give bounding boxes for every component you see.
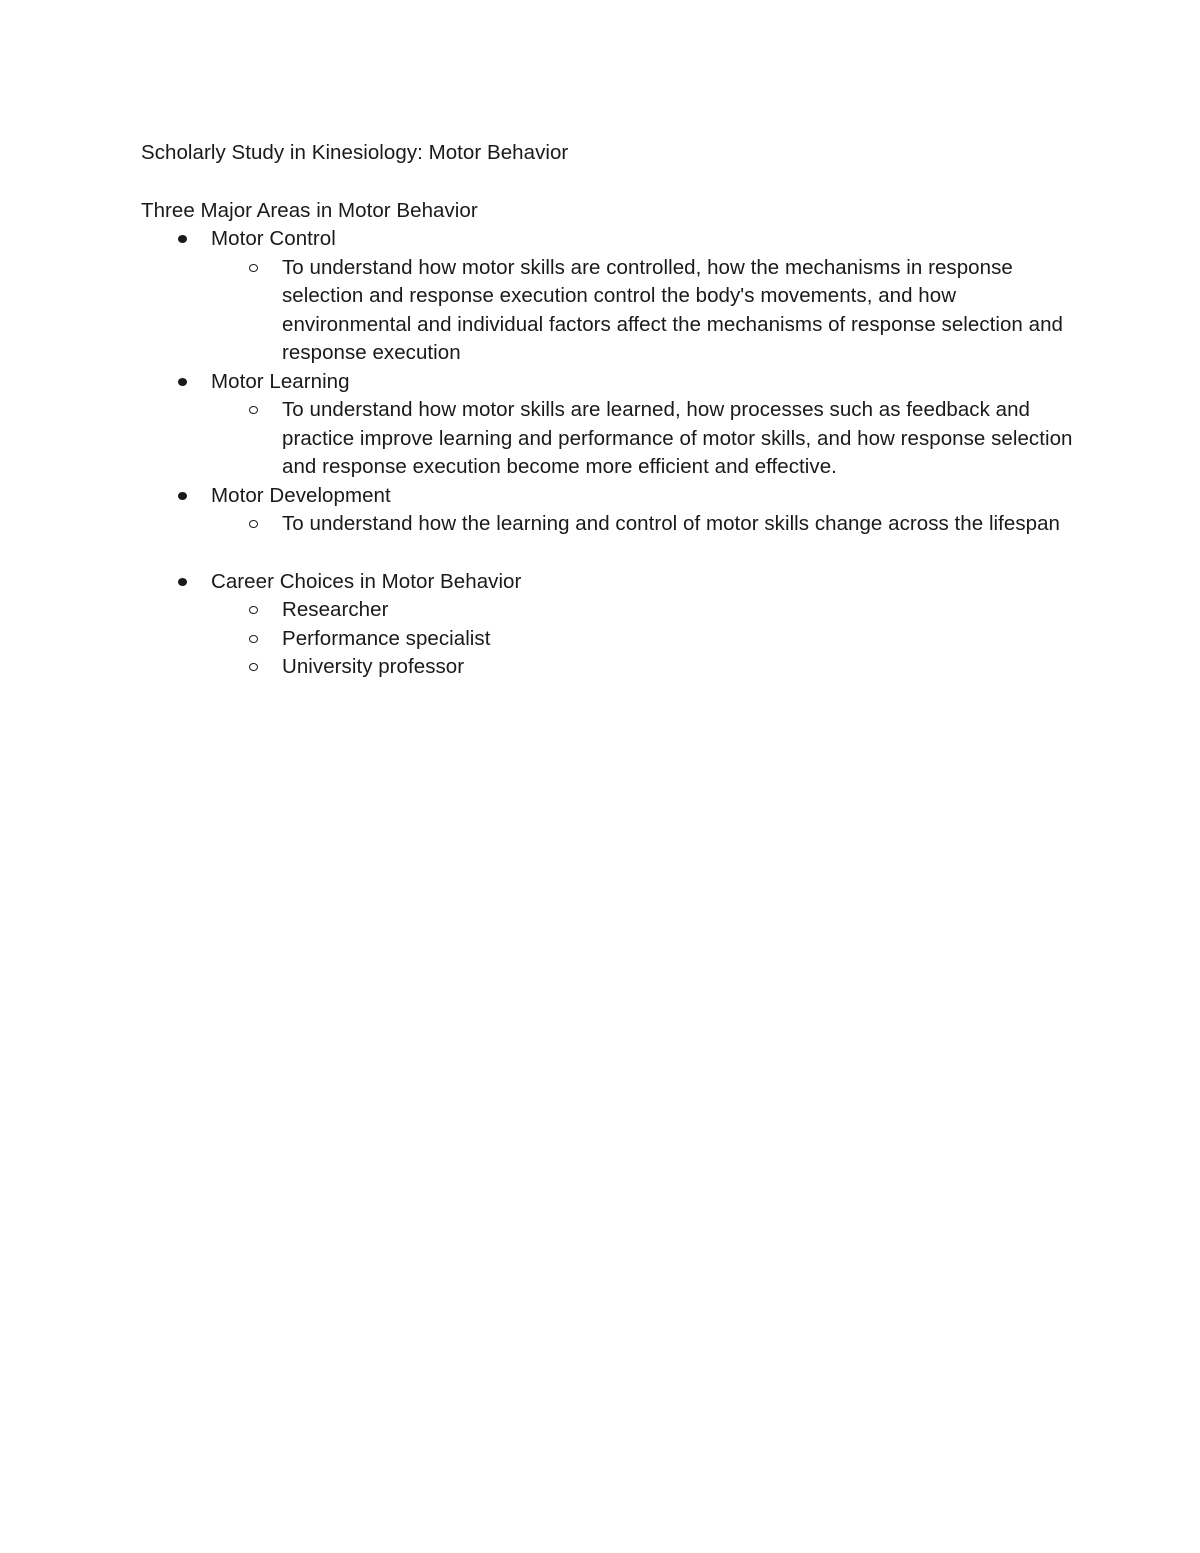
- spacer: [141, 539, 1081, 568]
- sub-list-item: [282, 396, 1081, 482]
- major-areas-list: [141, 225, 1081, 539]
- list-item-motor-learning: [211, 368, 1081, 482]
- hollow-bullet-icon: [249, 663, 258, 671]
- careers-sub-list: [211, 596, 1081, 682]
- sub-list: [211, 396, 1081, 482]
- career-item: [282, 653, 1081, 682]
- filled-bullet-icon: [178, 578, 187, 586]
- sub-list-item: [282, 254, 1081, 368]
- careers-label: Career Choices in Motor Behavior: [211, 569, 522, 593]
- area-label: Motor Learning: [211, 369, 350, 393]
- hollow-bullet-icon: [249, 520, 258, 528]
- area-label: Motor Development: [211, 483, 391, 507]
- filled-bullet-icon: [178, 492, 187, 500]
- hollow-bullet-icon: [249, 406, 258, 414]
- filled-bullet-icon: [178, 378, 187, 386]
- hollow-bullet-icon: [249, 264, 258, 272]
- sub-list: [211, 510, 1081, 539]
- area-description: To understand how motor skills are learned, how processes such as feedback and practice improve learning and performance of motor skills, and how response selection and response execution become more efficient and effective.: [282, 398, 1073, 478]
- hollow-bullet-icon: [249, 635, 258, 643]
- sub-list: [211, 254, 1081, 368]
- area-description: To understand how motor skills are controlled, how the mechanisms in response selection and response execution control the body's movements, and how environmental and individual factors affect the mechanisms of response selection and response execution: [282, 255, 1063, 364]
- list-item-motor-control: [211, 225, 1081, 368]
- area-description: To understand how the learning and control of motor skills change across the lifespan: [282, 512, 1061, 535]
- list-item-motor-development: [211, 482, 1081, 539]
- section-heading: Three Major Areas in Motor Behavior: [141, 198, 478, 222]
- filled-bullet-icon: [178, 235, 187, 243]
- career-label: University professor: [282, 655, 465, 678]
- careers-list: [141, 568, 1081, 682]
- career-label: Researcher: [282, 598, 389, 621]
- sub-list-item: [282, 510, 1081, 539]
- document-title: Scholarly Study in Kinesiology: Motor Behavior: [141, 141, 569, 164]
- career-label: Performance specialist: [282, 626, 491, 650]
- list-item-career-choices: [211, 568, 1081, 682]
- career-item: [282, 596, 1081, 625]
- area-label: Motor Control: [211, 227, 336, 250]
- career-item: [282, 625, 1081, 654]
- hollow-bullet-icon: [249, 606, 258, 614]
- document-page: [141, 139, 1081, 682]
